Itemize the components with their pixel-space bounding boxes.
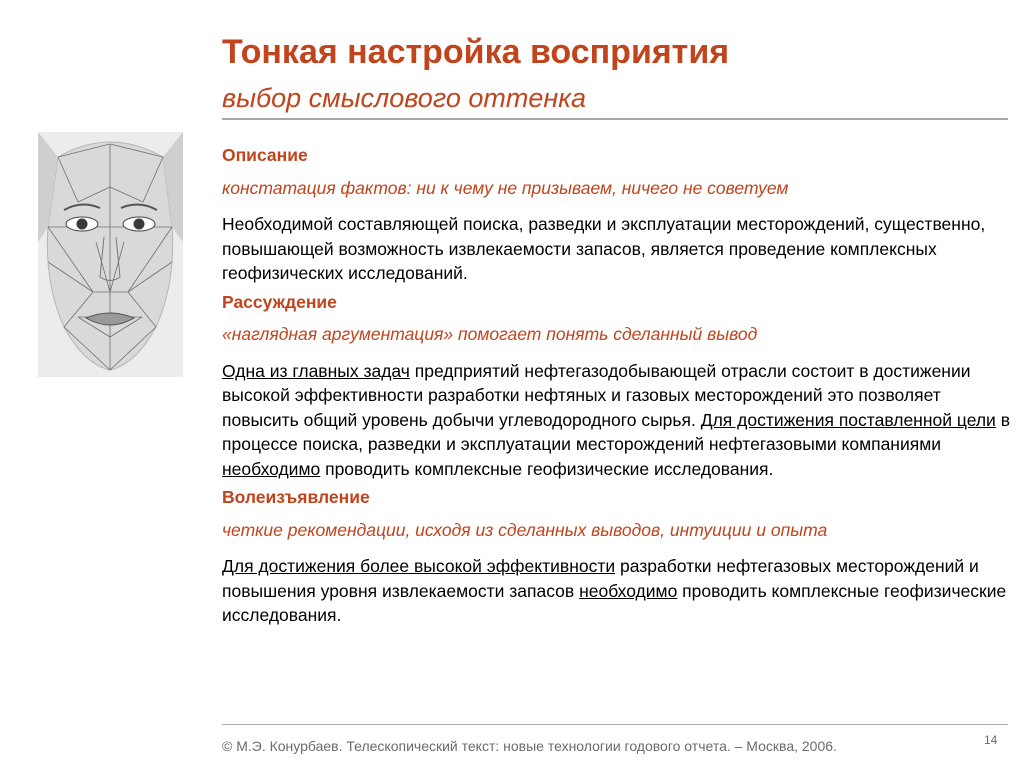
underlined-phrase: необходимо (579, 580, 678, 601)
slide-subtitle: выбор смыслового оттенка (222, 83, 586, 113)
section-note-reasoning: «наглядная аргументация» помогает понять сделанный вывод (222, 324, 758, 344)
body-text: предприятий нефтегазодобывающей отрасли состоит в достижении высокой эффективности разработки нефтяных и газовых месторождений это позволяет повысить общий уровень добычи углеводородного сырья. (222, 360, 971, 430)
underlined-phrase: Одна из главных задач (222, 360, 410, 381)
header-divider (222, 118, 1008, 120)
section-note-volition: четкие рекомендации, исходя из сделанных выводов, интуиции и опыта (222, 519, 828, 540)
section-note-description: констатация фактов: ни к чему не призываем, ничего не советуем (222, 177, 789, 198)
body-text: в процессе поиска, разведки и эксплуатации месторождений нефтегазовыми компаниями (222, 409, 1011, 454)
body-text: проводить комплексные геофизические исследования. (320, 458, 774, 479)
face-proportions-illustration (38, 132, 183, 377)
section-body-reasoning (222, 359, 1012, 482)
footer-divider (222, 724, 1008, 725)
body-text: разработки нефтегазовых месторождений и повышения уровня извлекаемости запасов (222, 556, 979, 601)
section-body-description: Необходимой составляющей поиска, разведки и эксплуатации месторождений, существенно, повышающей возможность извлекаемости запасов, является проведение комплексных геофизических исследований. (222, 214, 986, 283)
section-heading-volition: Волеизъявление (222, 487, 370, 507)
section-heading-reasoning: Рассуждение (222, 291, 337, 312)
page-number: 14 (984, 733, 998, 747)
slide-content (222, 143, 1012, 628)
underlined-phrase: Для достижения более высокой эффективности (222, 556, 616, 576)
underlined-phrase: необходимо (222, 458, 321, 479)
section-heading-description: Описание (222, 145, 308, 165)
slide-title: Тонкая настройка восприятия (222, 33, 730, 71)
underlined-phrase: Для достижения поставленной цели (700, 409, 996, 430)
section-body-volition (222, 554, 1012, 628)
footer-citation: © М.Э. Конурбаев. Телескопический текст: новые технологии годового отчета. – Москва, 2006. (222, 738, 837, 754)
face-wireframe-icon (38, 132, 183, 377)
body-text: проводить комплексные геофизические исследования. (222, 580, 1007, 625)
